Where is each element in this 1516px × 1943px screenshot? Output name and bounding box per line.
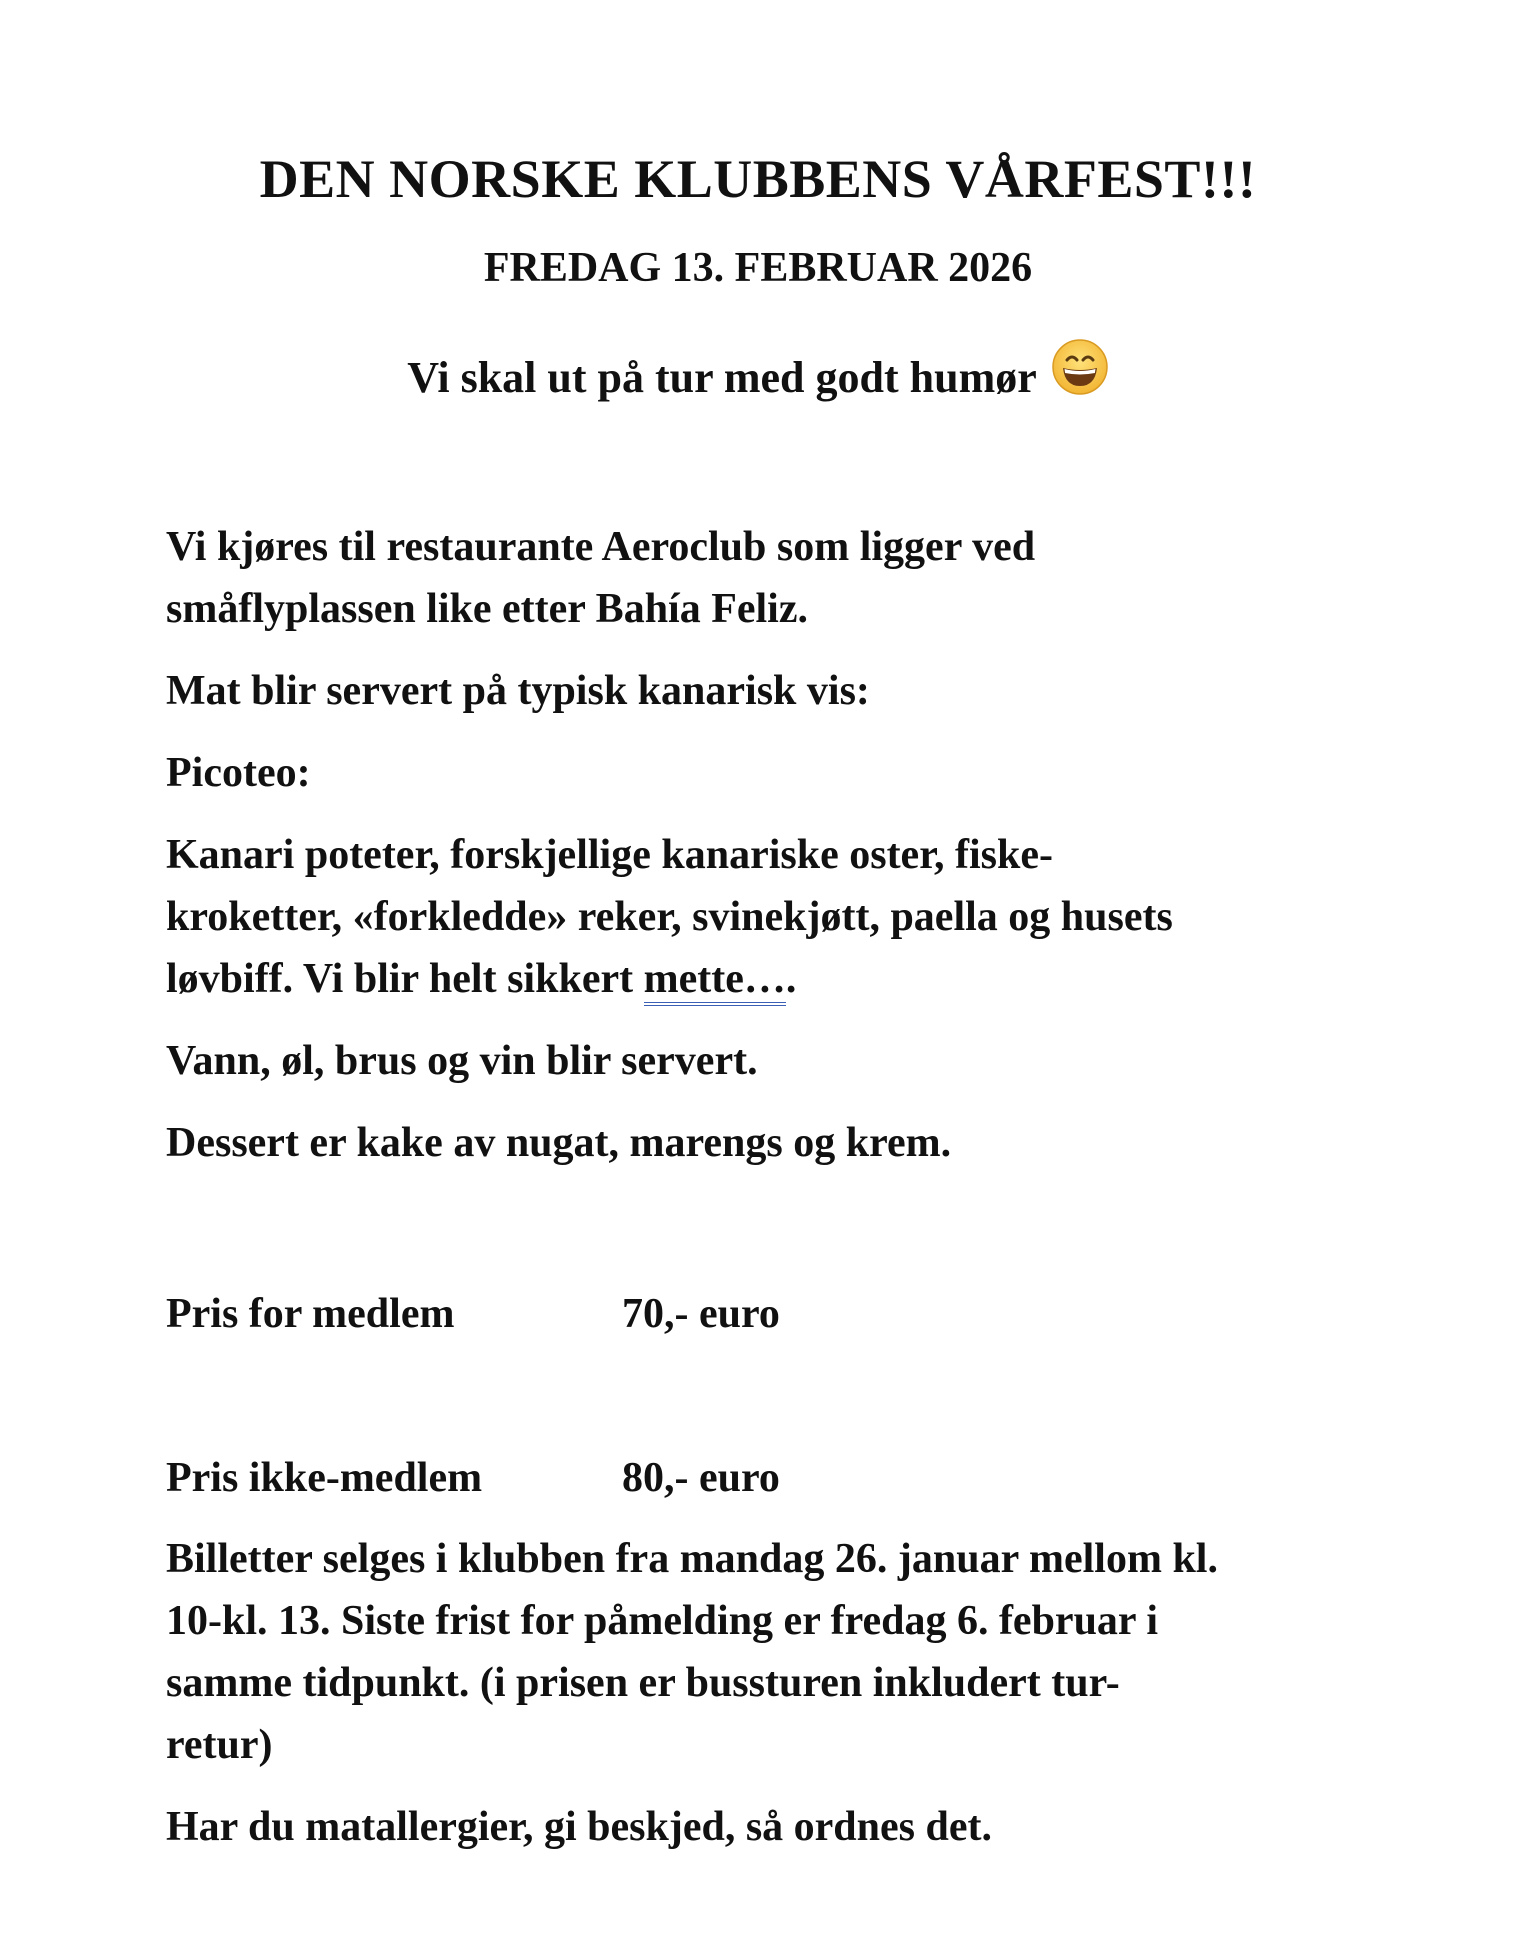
menu-line-3-prefix: løvbiff. Vi blir helt sikkert <box>166 956 644 1002</box>
price-member-label: Pris for medlem <box>166 1291 455 1337</box>
price-nonmember-label: Pris ikke-medlem <box>166 1455 483 1501</box>
intro-line-2: småflyplassen like etter Bahía Feliz. <box>166 586 808 632</box>
dessert-line: Dessert er kake av nugat, marengs og krem. <box>166 1120 952 1166</box>
allergy-note: Har du matallergier, gi beskjed, så ordnes det. <box>166 1804 992 1850</box>
subtitle-text: Vi skal ut på tur med godt humør <box>407 353 1037 402</box>
menu-line-3-suffix: . <box>785 956 797 1002</box>
tickets-line-2: 10-kl. 13. Siste frist for påmelding er fredag 6. februar i <box>166 1598 1158 1644</box>
event-date: FREDAG 13. FEBRUAR 2026 <box>483 245 1033 291</box>
menu-line-2: kroketter, «forkledde» reker, svinekjøtt, paella og husets <box>166 894 1173 940</box>
subtitle <box>0 338 1516 403</box>
tickets-line-3: samme tidpunkt. (i prisen er bussturen inkludert tur- <box>166 1660 1120 1706</box>
picoteo-heading: Picoteo: <box>166 750 311 796</box>
tickets-line-1: Billetter selges i klubben fra mandag 26. januar mellom kl. <box>166 1536 1218 1582</box>
price-nonmember-value: 80,- euro <box>622 1455 780 1501</box>
price-member-value: 70,- euro <box>622 1291 780 1337</box>
page-title: DEN NORSKE KLUBBENS VÅRFEST!!! <box>259 149 1257 209</box>
tickets-line-4: retur) <box>166 1722 273 1768</box>
drinks-line: Vann, øl, brus og vin blir servert. <box>166 1038 758 1084</box>
menu-line-3 <box>166 948 796 1010</box>
spellcheck-underlined-word[interactable]: mette… <box>644 956 786 1006</box>
food-intro: Mat blir servert på typisk kanarisk vis: <box>166 668 870 714</box>
grinning-face-icon <box>1051 338 1109 396</box>
menu-line-1: Kanari poteter, forskjellige kanariske oster, fiske- <box>166 832 1053 878</box>
intro-line-1: Vi kjøres til restaurante Aeroclub som ligger ved <box>166 524 1036 570</box>
